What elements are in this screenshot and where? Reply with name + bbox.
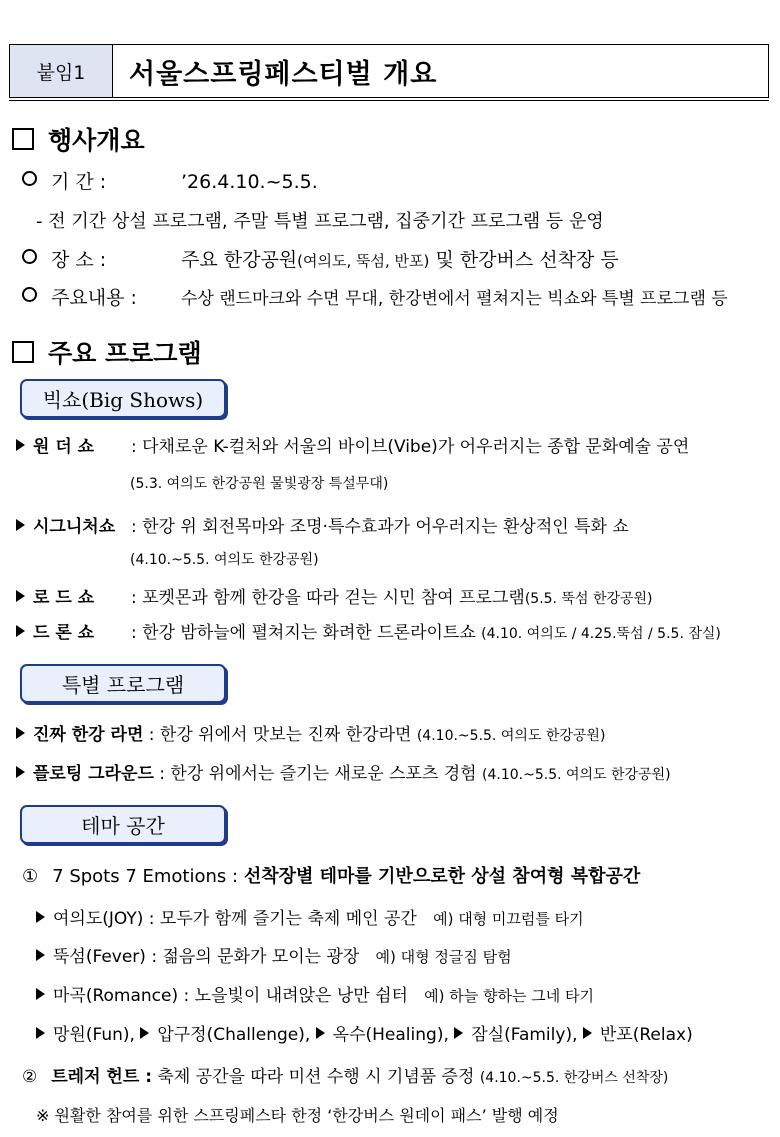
footnote: ※ 원활한 참여를 위한 스프링페스타 한정 ‘한강버스 원데이 패스’ 발행 예정 (36, 1106, 559, 1125)
spot-item: 뚝섬(Fever) : 젊음의 문화가 모이는 광장 예) 대형 정글짐 탐험 (36, 942, 512, 967)
theme-hunt: ② 트레저 헌트 : 축제 공간을 따라 미션 수행 시 기념품 증정 (4.10.~5.5. 한강버스 선착장) (22, 1067, 669, 1087)
checkbox-square-icon (12, 128, 34, 150)
bigshow-item: 원 더 쇼 : 다채로운 K-컬처와 서울의 바이브(Vibe)가 어우러지는 종합 문화예술 공연 (16, 432, 689, 457)
triangle-bullet-icon (16, 727, 25, 739)
triangle-bullet-icon (36, 1027, 45, 1039)
triangle-bullet-icon (36, 988, 45, 1000)
circle-bullet-icon (22, 287, 37, 302)
bigshows-label: 빅쇼(Big Shows) (20, 379, 226, 418)
special-item: 진짜 한강 라면 : 한강 위에서 맛보는 진짜 한강라면 (4.10.~5.5. 여의도 한강공원) (16, 720, 605, 745)
circle-bullet-icon (22, 249, 37, 264)
triangle-bullet-icon (16, 519, 25, 531)
triangle-bullet-icon (16, 625, 25, 637)
overview-venue: 장 소 : 주요 한강공원(여의도, 뚝섬, 반포) 및 한강버스 선착장 등 (22, 245, 619, 272)
attachment-tag: 붙임1 (10, 45, 113, 97)
bigshow-item-sub: (4.10.~5.5. 여의도 한강공원) (130, 552, 319, 568)
bigshow-item-sub: (5.3. 여의도 한강공원 물빛광장 특설무대) (130, 476, 389, 492)
header-underline (9, 100, 769, 101)
spot-item: 마곡(Romance) : 노을빛이 내려앉은 낭만 쉼터 예) 하늘 향하는 그네 타기 (36, 981, 594, 1006)
page-title: 서울스프링페스티벌 개요 (129, 58, 438, 90)
triangle-bullet-icon (16, 590, 25, 602)
checkbox-square-icon (12, 341, 34, 363)
overview-period: 기 간 : ’26.4.10.~5.5. (22, 167, 318, 194)
triangle-bullet-icon (16, 439, 25, 451)
triangle-bullet-icon (36, 949, 45, 961)
section-heading-overview: 행사개요 (12, 121, 145, 157)
overview-content: 주요내용 : 수상 랜드마크와 수면 무대, 한강변에서 펼쳐지는 빅쇼와 특별 프로그램 등 (22, 283, 728, 310)
section-heading-programs: 주요 프로그램 (12, 334, 202, 370)
header-box (9, 44, 769, 98)
circle-bullet-icon (22, 171, 37, 186)
theme-spots: ① 7 Spots 7 Emotions : 선착장별 테마를 기반으로한 상설 참여형 복합공간 (22, 866, 641, 887)
special-label: 특별 프로그램 (20, 664, 226, 703)
bigshow-item: 드 론 쇼 : 한강 밤하늘에 펼쳐지는 화려한 드론라이트쇼 (4.10. 여의도 / 4.25.뚝섬 / 5.5. 잠실) (16, 618, 721, 643)
triangle-bullet-icon (16, 766, 25, 778)
overview-period-note: - 전 기간 상설 프로그램, 주말 특별 프로그램, 집중기간 프로그램 등 운영 (36, 211, 604, 232)
bigshow-item: 시그니처쇼 : 한강 위 회전목마와 조명·특수효과가 어우러지는 환상적인 특화 쇼 (16, 512, 629, 537)
triangle-bullet-icon (140, 1027, 149, 1039)
spot-item: 여의도(JOY) : 모두가 함께 즐기는 축제 메인 공간 예) 대형 미끄럼틀 타기 (36, 904, 584, 929)
triangle-bullet-icon (583, 1027, 592, 1039)
bigshow-item: 로 드 쇼 : 포켓몬과 함께 한강을 따라 걷는 시민 참여 프로그램(5.5. 뚝섬 한강공원) (16, 583, 653, 608)
triangle-bullet-icon (36, 911, 45, 923)
theme-label: 테마 공간 (20, 805, 226, 844)
other-spots: 망원(Fun), 압구정(Challenge), 옥수(Healing), 잠실(Family), 반포(Relax) (36, 1020, 693, 1045)
special-item: 플로팅 그라운드 : 한강 위에서는 즐기는 새로운 스포츠 경험 (4.10.~5.5. 여의도 한강공원) (16, 759, 671, 784)
triangle-bullet-icon (316, 1027, 325, 1039)
triangle-bullet-icon (454, 1027, 463, 1039)
